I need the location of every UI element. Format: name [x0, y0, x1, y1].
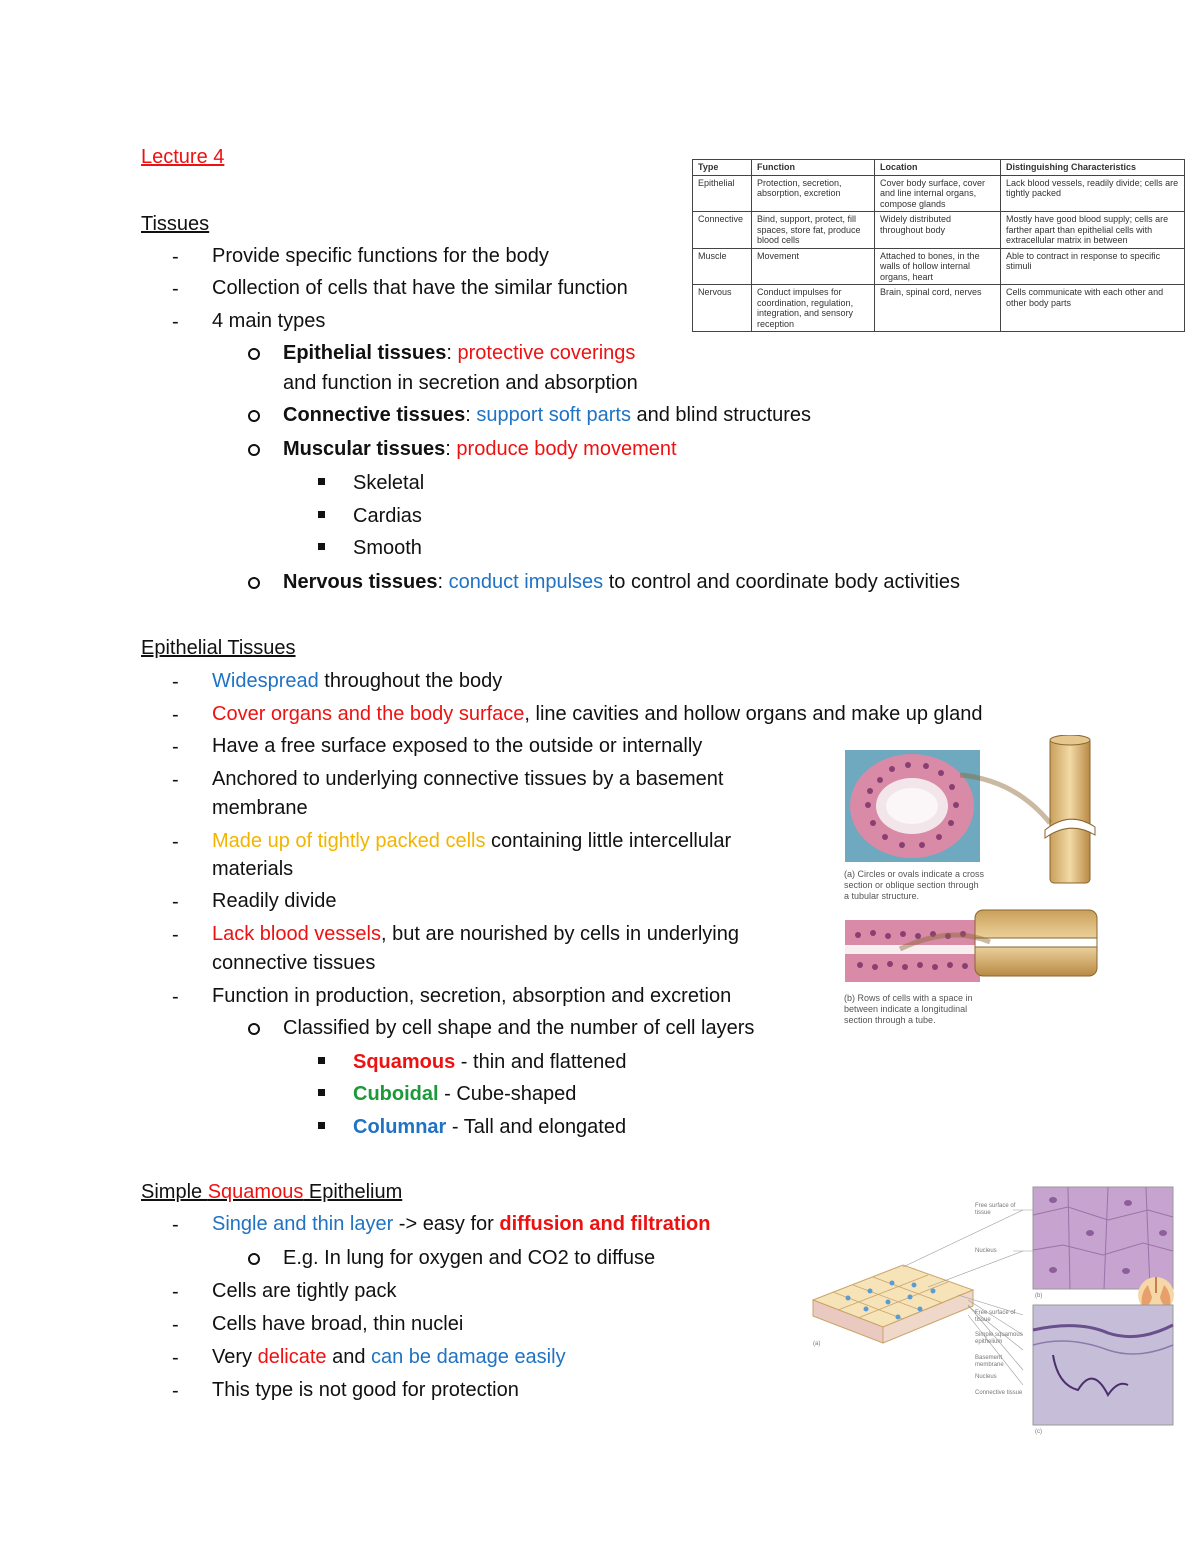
- square-bullet: [318, 478, 325, 485]
- connective-type-item: Connective tissues: support soft parts and blind structures: [283, 404, 812, 426]
- table-cell: Cells communicate with each other and other body parts: [1001, 285, 1185, 332]
- circle-bullet: [248, 348, 260, 360]
- dash-bullet: -: [172, 671, 179, 693]
- square-bullet: [318, 1089, 325, 1096]
- squamous-bullet-2: Cells are tightly pack: [212, 1280, 397, 1302]
- table-header: Function: [752, 160, 875, 176]
- squamous-bullet-1: Single and thin layer -> easy for diffusion and filtration: [212, 1213, 711, 1235]
- table-cell: Lack blood vessels, readily divide; cells are tightly packed: [1001, 175, 1185, 212]
- dash-bullet: -: [172, 278, 179, 300]
- table-cell: Conduct impulses for coordination, regulation, integration, and sensory reception: [752, 285, 875, 332]
- epithelial-bullet-7-cont: connective tissues: [212, 952, 376, 974]
- epithelial-bullet-3: Have a free surface exposed to the outside or internally: [212, 735, 703, 757]
- tissues-bullet-3: 4 main types: [212, 310, 326, 332]
- epithelial-bullet-8: Function in production, secretion, absorption and excretion: [212, 985, 732, 1007]
- circle-bullet: [248, 444, 260, 456]
- epithelial-bullet-1: Widespread throughout the body: [212, 670, 503, 692]
- dash-bullet: -: [172, 986, 179, 1008]
- epithelial-type-item: Epithelial tissues: protective coverings: [283, 342, 636, 364]
- muscular-type-item: Muscular tissues: produce body movement: [283, 438, 677, 460]
- table-header-row: [693, 160, 1185, 176]
- table-row: [693, 175, 1185, 212]
- panel-label-c: (c): [1035, 1429, 1042, 1435]
- epithelial-heading: Epithelial Tissues: [141, 637, 296, 659]
- epithelial-type-continued: and function in secretion and absorption: [283, 372, 638, 394]
- table-header: Type: [693, 160, 752, 176]
- table-cell: Attached to bones, in the walls of hollow internal organs, heart: [875, 248, 1001, 285]
- figure-label: Nucleus: [975, 1374, 997, 1380]
- figure-label: Free surface of tissue: [975, 1203, 1016, 1216]
- shape-cuboidal: Cuboidal - Cube-shaped: [353, 1083, 577, 1105]
- muscle-cardias: Cardias: [353, 505, 422, 527]
- table-cell: Widely distributed throughout body: [875, 212, 1001, 249]
- square-bullet: [318, 543, 325, 550]
- table-cell: Mostly have good blood supply; cells are farther apart than epithelial cells with extracellular matrix in between: [1001, 212, 1185, 249]
- table-cell: Nervous: [693, 285, 752, 332]
- square-bullet: [318, 1122, 325, 1129]
- figure-label: Nucleus: [975, 1248, 997, 1254]
- figure-label: Connective tissue: [975, 1390, 1023, 1396]
- tissues-bullet-1: Provide specific functions for the body: [212, 245, 549, 267]
- table-row: [693, 248, 1185, 285]
- figure-label: Free surface of tissue: [975, 1310, 1016, 1323]
- dash-bullet: -: [172, 891, 179, 913]
- dash-bullet: -: [172, 769, 179, 791]
- panel-label-b: (b): [1035, 1293, 1043, 1299]
- epithelial-bullet-5-cont: materials: [212, 858, 294, 880]
- circle-bullet: [248, 410, 260, 422]
- dash-bullet: -: [172, 311, 179, 333]
- table-header: Location: [875, 160, 1001, 176]
- circle-bullet: [248, 1023, 260, 1035]
- shape-columnar: Columnar - Tall and elongated: [353, 1116, 627, 1138]
- table-row: [693, 212, 1185, 249]
- squamous-bullet-5: This type is not good for protection: [212, 1379, 519, 1401]
- table-row: [693, 285, 1185, 332]
- dash-bullet: -: [172, 1380, 179, 1402]
- table-cell: Movement: [752, 248, 875, 285]
- dash-bullet: -: [172, 1314, 179, 1336]
- micrograph-cross-section-view: [1033, 1305, 1173, 1425]
- circle-bullet: [248, 1253, 260, 1265]
- squamous-heading: Simple Squamous Epithelium: [141, 1181, 403, 1203]
- dash-bullet: -: [172, 704, 179, 726]
- dash-bullet: -: [172, 831, 179, 853]
- figure-caption-a: (a) Circles or ovals indicate a cross section or oblique section through a tubular structure.: [844, 869, 985, 901]
- squamous-example: E.g. In lung for oxygen and CO2 to diffuse: [283, 1247, 656, 1269]
- tissue-types-table: [692, 159, 1185, 332]
- epithelial-bullet-7: Lack blood vessels, but are nourished by cells in underlying: [212, 923, 739, 945]
- vertical-tube-illustration: [1050, 738, 1090, 883]
- squamous-bullet-3: Cells have broad, thin nuclei: [212, 1313, 464, 1335]
- square-bullet: [318, 511, 325, 518]
- squamous-bullet-4: Very delicate and can be damage easily: [212, 1346, 566, 1368]
- muscle-smooth: Smooth: [353, 537, 422, 559]
- dash-bullet: -: [172, 1214, 179, 1236]
- dash-bullet: -: [172, 246, 179, 268]
- shape-squamous: Squamous - thin and flattened: [353, 1051, 627, 1073]
- epithelial-bullet-6: Readily divide: [212, 890, 337, 912]
- nervous-type-item: Nervous tissues: conduct impulses to control and coordinate body activities: [283, 571, 961, 593]
- epithelial-bullet-5: Made up of tightly packed cells containing little intercellular: [212, 830, 732, 852]
- dash-bullet: -: [172, 1347, 179, 1369]
- table-cell: Brain, spinal cord, nerves: [875, 285, 1001, 332]
- table-cell: Cover body surface, cover and line internal organs, compose glands: [875, 175, 1001, 212]
- table-cell: Epithelial: [693, 175, 752, 212]
- figure-caption-b: (b) Rows of cells with a space in between indicate a longitudinal section through a tube.: [844, 993, 973, 1025]
- table-cell: Protection, secretion, absorption, excretion: [752, 175, 875, 212]
- epithelial-bullet-4: Anchored to underlying connective tissues by a basement: [212, 768, 724, 790]
- epithelial-bullet-2: Cover organs and the body surface, line cavities and hollow organs and make up gland: [212, 703, 983, 725]
- circle-bullet: [248, 577, 260, 589]
- tissues-heading: Tissues: [141, 213, 210, 235]
- epithelial-bullet-4-cont: membrane: [212, 797, 308, 819]
- square-bullet: [318, 1057, 325, 1064]
- table-cell: Connective: [693, 212, 752, 249]
- table-header: Distinguishing Characteristics: [1001, 160, 1185, 176]
- table-cell: Muscle: [693, 248, 752, 285]
- figure-label: Simple squamous epithelium: [975, 1332, 1023, 1345]
- figure-label: Basement membrane: [975, 1355, 1004, 1368]
- epithelial-classification: Classified by cell shape and the number of cell layers: [283, 1017, 755, 1039]
- panel-label-a: (a): [813, 1341, 821, 1347]
- tissues-bullet-2: Collection of cells that have the similar function: [212, 277, 628, 299]
- dash-bullet: -: [172, 1281, 179, 1303]
- dash-bullet: -: [172, 736, 179, 758]
- dash-bullet: -: [172, 924, 179, 946]
- lecture-title: Lecture 4: [141, 146, 225, 168]
- muscle-skeletal: Skeletal: [353, 472, 425, 494]
- table-cell: Bind, support, protect, fill spaces, store fat, produce blood cells: [752, 212, 875, 249]
- table-cell: Able to contract in response to specific stimuli: [1001, 248, 1185, 285]
